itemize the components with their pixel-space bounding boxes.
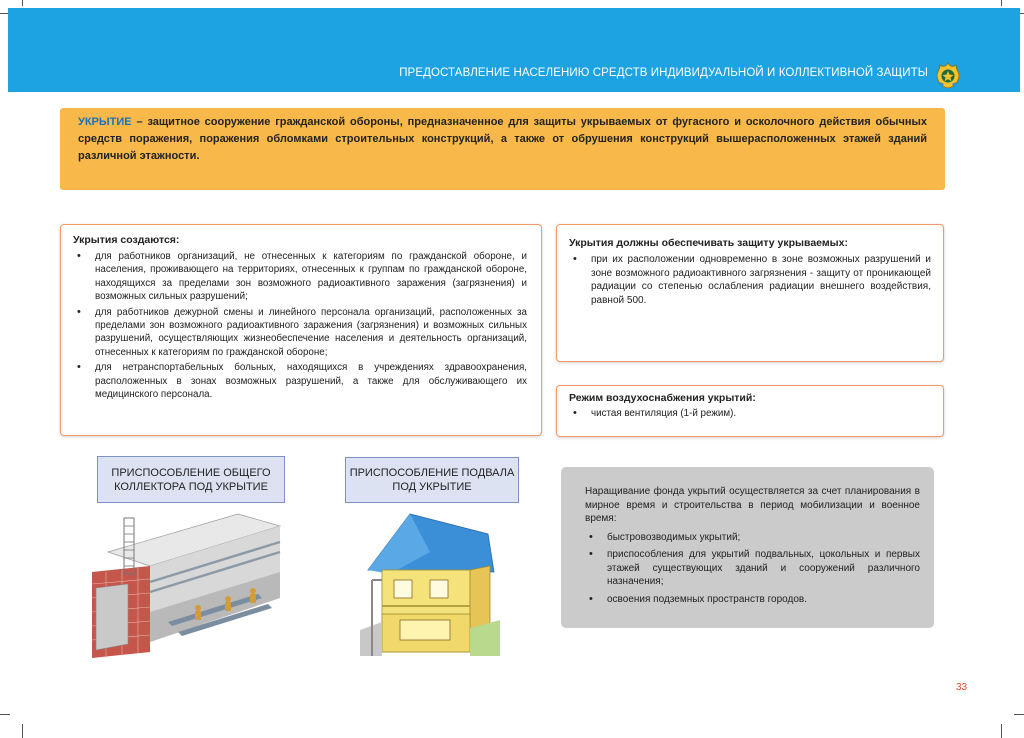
- header-banner: [8, 8, 1020, 92]
- definition-box: [60, 108, 945, 190]
- list-item: • чистая вентиляция (1-й режим).: [569, 407, 931, 420]
- page-number: 33: [956, 682, 968, 693]
- list-item: • для работников дежурной смены и линейного персонала организаций, расположенных за пределами зон возможного радиоактивного заражения (загрязнения) и возможных сильных разрушений, осуществляющих жизнеобеспечение населения и деятельность организаций, отнесенных к категориям по гражданской обороне;: [73, 306, 527, 360]
- list-item: • приспособления для укрытий подвальных, цокольных и первых этажей существующих зданий и сооружений различного назначения;: [585, 548, 920, 589]
- shelter-fund-buildup-box: [561, 467, 934, 628]
- mchs-emblem-icon: [934, 60, 962, 90]
- crop-mark: [0, 714, 10, 715]
- air-supply-card: [556, 385, 944, 437]
- list-item: • для нетранспортабельных больных, находящихся в учреждениях здравоохранения, расположенных в зонах возможных разрушений, а также для обслуживающего их медицинского персонала.: [73, 361, 527, 401]
- buildup-list: [585, 531, 920, 607]
- air-supply-title: Режим воздухоснабжения укрытий:: [569, 392, 756, 404]
- basement-adaptation-label: ПРИСПОСОБЛЕНИЕ ПОДВАЛА ПОД УКРЫТИЕ: [345, 457, 519, 503]
- definition-term: УКРЫТИЕ: [78, 116, 132, 128]
- shelters-protect-title: Укрытия должны обеспечивать защиту укрываемых:: [569, 237, 848, 249]
- air-supply-list: [569, 407, 931, 420]
- shelters-created-card: [60, 224, 542, 436]
- crop-mark: [22, 0, 23, 6]
- shelters-protect-list: [569, 253, 931, 307]
- list-item: • освоения подземных пространств городов.: [585, 593, 920, 607]
- buildup-lead: Наращивание фонда укрытий осуществляется за счет планирования в мирное время и строительства в период мобилизации и военное время:: [585, 486, 920, 524]
- basement-shelter-illustration: [360, 510, 500, 656]
- crop-mark: [22, 724, 23, 738]
- list-item: • при их расположении одновременно в зоне возможных разрушений и зоне возможного радиоактивного загрязнения - защиту от проникающей радиации со степенью ослабления радиации внешнего воздействия, равной 500.: [569, 253, 931, 307]
- list-item: • для работников организаций, не отнесенных к категориям по гражданской обороне, и населения, проживающего на территориях, отнесенных к группам по гражданской обороне, находящихся за пределами зон возможного радиоактивного заражения (загрязнения) и возможных сильных разрушений;: [73, 250, 527, 304]
- shelters-created-list: [73, 250, 527, 401]
- crop-mark: [1001, 0, 1002, 6]
- collector-shelter-illustration: [88, 512, 284, 658]
- crop-mark: [1001, 724, 1002, 738]
- shelters-created-title: Укрытия создаются:: [73, 234, 180, 246]
- collector-adaptation-label: ПРИСПОСОБЛЕНИЕ ОБЩЕГО КОЛЛЕКТОРА ПОД УКРЫТИЕ: [97, 456, 285, 503]
- shelters-protect-card: [556, 224, 944, 362]
- definition-text: – защитное сооружение гражданской обороны, предназначенное для защиты укрываемых от фугасного и осколочного действия обычных средств поражения, поражения обломками строительных конструкций, а также от обрушения конструкций вышерасположенных этажей зданий различной этажности.: [78, 116, 927, 162]
- crop-mark: [1014, 714, 1024, 715]
- list-item: • быстровозводимых укрытий;: [585, 531, 920, 545]
- page-title: ПРЕДОСТАВЛЕНИЕ НАСЕЛЕНИЮ СРЕДСТВ ИНДИВИДУАЛЬНОЙ И КОЛЛЕКТИВНОЙ ЗАЩИТЫ: [399, 67, 928, 79]
